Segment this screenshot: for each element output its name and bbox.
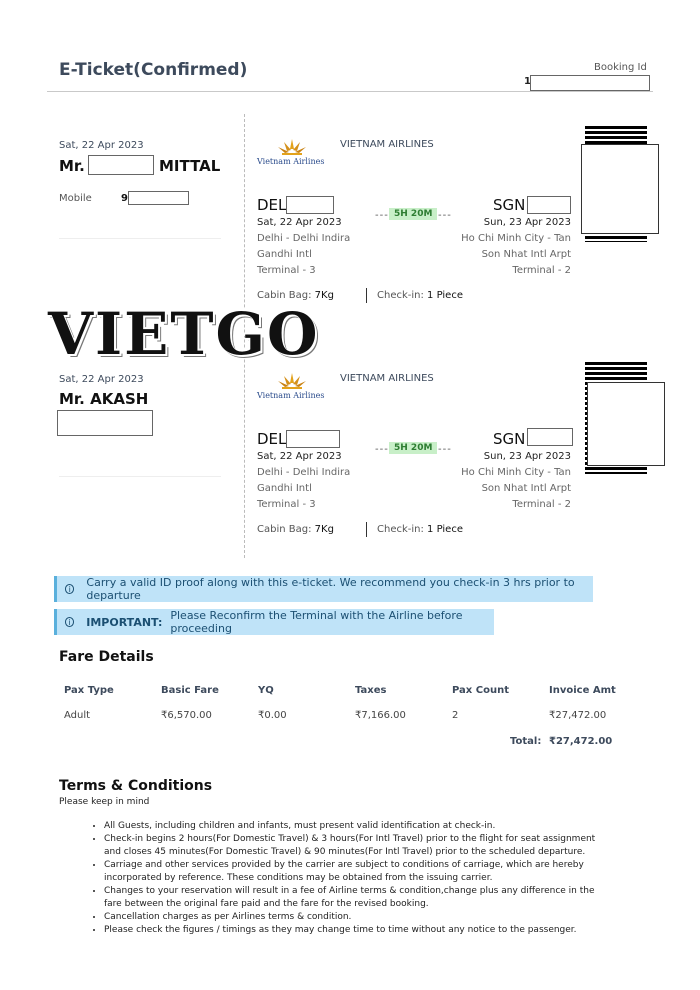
duration-dash-left: ---	[375, 444, 389, 455]
flight-1-from-city: Delhi - Delhi Indira	[257, 233, 351, 244]
passenger-1-surname: MITTAL	[159, 157, 221, 175]
flight-1-from-date: Sat, 22 Apr 2023	[257, 217, 342, 228]
flight-2-to-date: Sun, 23 Apr 2023	[483, 451, 571, 462]
flight-2-to-airport: Son Nhat Intl Arpt	[481, 483, 571, 494]
boarding-code-redaction-1	[581, 144, 659, 234]
fare-header-taxes: Taxes	[355, 685, 387, 696]
terms-title: Terms & Conditions	[59, 778, 213, 794]
cabin-bag-value: 7Kg	[314, 290, 334, 301]
flight-2-duration: 5H 20M	[389, 442, 437, 454]
booking-id-prefix: 1	[524, 76, 531, 87]
airline-logo-text: Vietnam Airlines	[257, 391, 325, 400]
flight-2-checkin-bag	[377, 524, 463, 535]
passenger-2-name: Mr. AKASH	[59, 390, 149, 408]
important-alert	[54, 609, 494, 635]
important-text: Please Reconfirm the Terminal with the Airline before proceeding	[170, 609, 463, 635]
flight-1-to-city: Ho Chi Minh City - Tan	[461, 233, 571, 244]
cabin-bag-label: Cabin Bag:	[257, 524, 312, 535]
terms-item: • Changes to your reservation will result in a fee of Airline terms & condition,change plus any difference in the fare between the original fare paid and the fare for the revised booking.	[104, 885, 614, 911]
flight-2-to-city: Ho Chi Minh City - Tan	[461, 467, 571, 478]
fare-details-title: Fare Details	[59, 649, 154, 665]
fare-header-basic-fare: Basic Fare	[161, 685, 219, 696]
id-proof-alert	[54, 576, 593, 602]
important-label: IMPORTANT:	[86, 615, 163, 629]
mobile-label: Mobile	[59, 193, 92, 204]
checkin-label: Check-in:	[377, 290, 424, 301]
flight-2-from-city: Delhi - Delhi Indira	[257, 467, 351, 478]
flight-2-from-time-redaction	[286, 430, 340, 448]
terms-item: • Check-in begins 2 hours(For Domestic Travel) & 3 hours(For Intl Travel) prior to the flight for seat assignment and closes 45 minutes(For Domestic Travel) & 90 minutes(For Intl Travel) prior to the scheduled departure.	[104, 833, 614, 859]
passenger-1-divider	[59, 238, 221, 239]
fare-cell-invoice-amt: ₹27,472.00	[549, 710, 607, 721]
fare-header-yq: YQ	[258, 685, 274, 696]
fare-cell-pax-type: Adult	[64, 710, 91, 721]
passenger-1-salutation: Mr.	[59, 157, 85, 175]
mobile-prefix: 9	[121, 193, 128, 204]
fare-cell-basic-fare: ₹6,570.00	[161, 710, 212, 721]
info-icon: i	[65, 584, 74, 594]
boarding-code-redaction-2	[587, 382, 665, 466]
passenger-2-redaction	[57, 410, 153, 436]
airline-logo-icon	[274, 137, 310, 157]
fare-total-value: ₹27,472.00	[549, 736, 613, 747]
flight-1-to-date: Sun, 23 Apr 2023	[483, 217, 571, 228]
passenger-2-date: Sat, 22 Apr 2023	[59, 374, 144, 385]
fare-header-invoice-amt: Invoice Amt	[549, 685, 616, 696]
page-title: E-Ticket(Confirmed)	[59, 60, 248, 80]
bag-separator	[366, 288, 367, 303]
passenger-1-name-redaction	[88, 155, 154, 175]
passenger-1-date: Sat, 22 Apr 2023	[59, 140, 144, 151]
checkin-label: Check-in:	[377, 524, 424, 535]
flight-2-from-date: Sat, 22 Apr 2023	[257, 451, 342, 462]
flight-2-to-code: SGN	[493, 430, 526, 448]
flight-2-cabin-bag	[257, 524, 334, 535]
cabin-bag-label: Cabin Bag:	[257, 290, 312, 301]
flight-1-from-time-redaction	[286, 196, 334, 214]
fare-cell-taxes: ₹7,166.00	[355, 710, 406, 721]
flight-2-from-airport: Gandhi Intl	[257, 483, 312, 494]
terms-item: • Please check the figures / timings as they may change time to time without any notice to the passenger.	[104, 924, 614, 937]
flight-1-to-time-redaction	[527, 196, 571, 214]
fare-header-pax-count: Pax Count	[452, 685, 509, 696]
flight-2-to-terminal: Terminal - 2	[512, 499, 571, 510]
checkin-value: 1 Piece	[427, 524, 463, 535]
duration-dash-right: ---	[438, 210, 452, 221]
fare-cell-pax-count: 2	[452, 710, 459, 721]
mobile-redaction	[128, 191, 189, 205]
booking-id-label: Booking Id	[594, 62, 647, 73]
terms-list	[88, 820, 614, 937]
terms-item: • All Guests, including children and infants, must present valid identification at check-in.	[104, 820, 614, 833]
duration-dash-left: ---	[375, 210, 389, 221]
id-proof-text: Carry a valid ID proof along with this e-ticket. We recommend you check-in 3 hrs prior to departure	[86, 576, 575, 602]
terms-item: • Carriage and other services provided by the carrier are subject to conditions of carriage, which are hereby incorporated by reference. These conditions may be obtained from the issuing carrier.	[104, 859, 614, 885]
bag-separator	[366, 522, 367, 537]
watermark-logo: VIETGO	[48, 300, 320, 368]
terms-item: • Cancellation charges as per Airlines terms & condition.	[104, 911, 614, 924]
fare-header-pax-type: Pax Type	[64, 685, 114, 696]
flight-1-from-code: DEL	[257, 196, 287, 214]
terms-subtitle: Please keep in mind	[59, 797, 150, 807]
airline-logo-icon	[274, 371, 310, 391]
flight-1-checkin-bag	[377, 290, 463, 301]
flight-1-to-terminal: Terminal - 2	[512, 265, 571, 276]
flight-2-from-code: DEL	[257, 430, 287, 448]
airline-logo-text: Vietnam Airlines	[257, 157, 325, 166]
flight-1-from-airport: Gandhi Intl	[257, 249, 312, 260]
cabin-bag-value: 7Kg	[314, 524, 334, 535]
flight-2-airline: VIETNAM AIRLINES	[340, 373, 434, 384]
flight-2-from-terminal: Terminal - 3	[257, 499, 316, 510]
passenger-2-divider	[59, 476, 221, 477]
duration-dash-right: ---	[438, 444, 452, 455]
flight-1-to-code: SGN	[493, 196, 526, 214]
header-divider	[47, 91, 653, 92]
checkin-value: 1 Piece	[427, 290, 463, 301]
fare-total-label: Total:	[510, 736, 542, 747]
fare-cell-yq: ₹0.00	[258, 710, 287, 721]
flight-1-to-airport: Son Nhat Intl Arpt	[481, 249, 571, 260]
flight-1-duration: 5H 20M	[389, 208, 437, 220]
info-icon: i	[65, 617, 74, 627]
booking-id-redaction	[530, 75, 650, 91]
flight-1-airline: VIETNAM AIRLINES	[340, 139, 434, 150]
flight-1-from-terminal: Terminal - 3	[257, 265, 316, 276]
flight-2-to-time-redaction	[527, 428, 573, 446]
